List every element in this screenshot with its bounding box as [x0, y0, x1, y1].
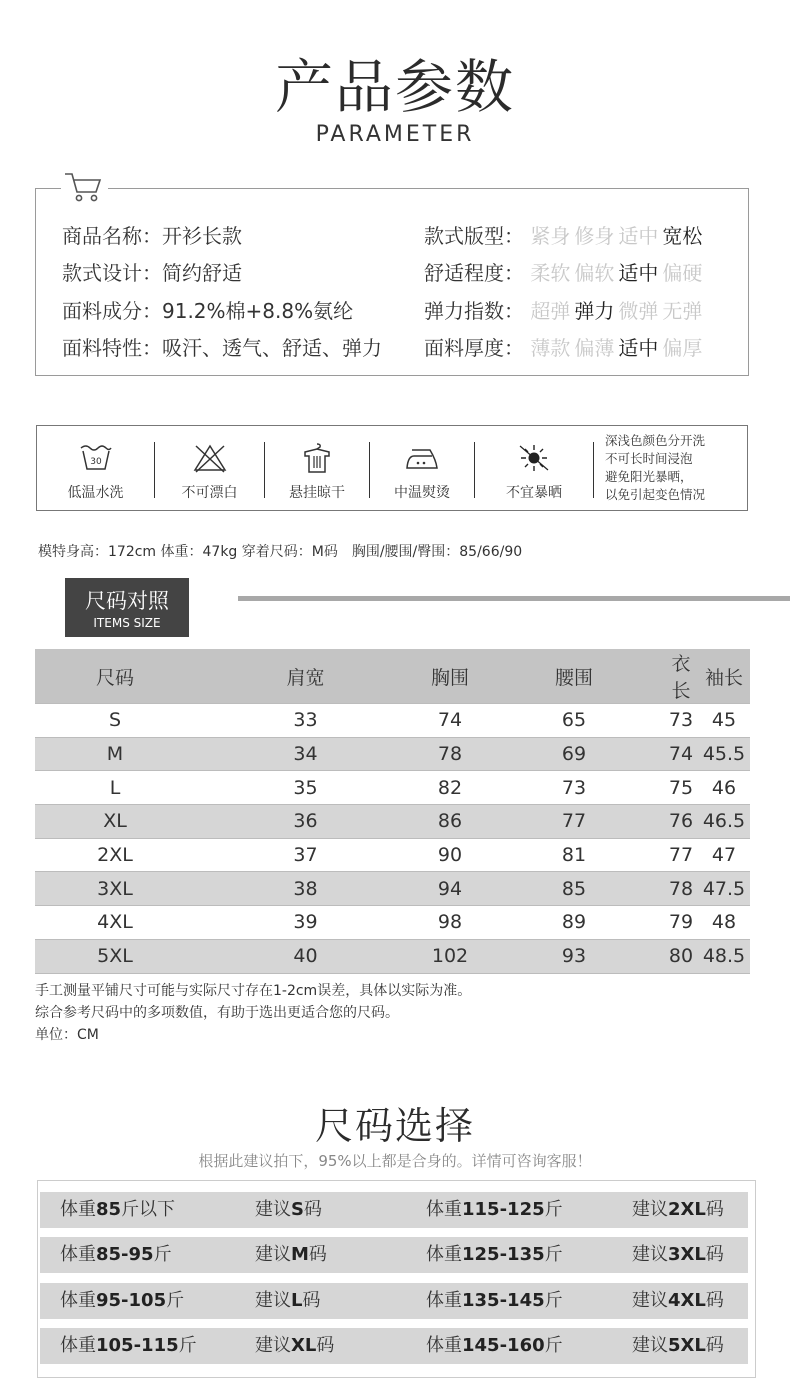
size-suggestion	[632, 1283, 724, 1319]
table-cell: 69	[561, 743, 587, 766]
table-cell: 36	[293, 810, 318, 833]
fit-option: 适中	[618, 224, 659, 248]
info-row-fit	[424, 220, 706, 249]
size-suggestion	[632, 1192, 724, 1228]
table-cell: 74	[668, 743, 694, 766]
table-row	[35, 939, 750, 973]
table-cell: 4XL	[97, 911, 133, 934]
size-suggestion-part: 4XL	[668, 1290, 706, 1311]
info-box-top-border	[108, 188, 749, 189]
size-suggestion	[632, 1328, 724, 1364]
low-temp-wash-icon	[78, 442, 114, 474]
fit-option: 紧身	[530, 224, 571, 248]
weight-range-part: 体重	[60, 1290, 96, 1311]
size-suggestion-part: 码	[302, 1290, 321, 1311]
table-cell: 78	[437, 743, 463, 766]
thickness-option: 偏厚	[662, 336, 703, 360]
table-cell: 33	[293, 709, 318, 732]
info-label: 舒适程度：	[424, 261, 524, 285]
size-select-row	[40, 1283, 748, 1319]
table-cell: 45.5	[702, 743, 746, 766]
care-divider	[593, 442, 594, 498]
size-suggestion-part: 码	[705, 1244, 724, 1265]
info-value: 吸汗、透气、舒适、弹力	[162, 336, 382, 360]
size-select-subtitle: 根据此建议拍下，95%以上都是合身的。详情可咨询客服！	[198, 1152, 592, 1170]
care-note	[605, 432, 745, 504]
info-value: 开衫长款	[162, 224, 242, 248]
comfort-option: 适中	[618, 261, 659, 285]
thickness-option: 适中	[618, 336, 659, 360]
table-row	[35, 737, 750, 771]
size-select-row	[40, 1192, 748, 1228]
size-suggestion-part: 建议	[255, 1335, 291, 1356]
table-cell: 35	[293, 776, 318, 799]
weight-range	[426, 1283, 563, 1319]
info-row-elasticity	[424, 295, 706, 324]
care-item	[265, 426, 369, 510]
info-label: 面料成分：	[62, 299, 162, 323]
size-tag-subtitle: ITEMS SIZE	[93, 616, 161, 630]
care-item	[37, 426, 154, 510]
table-cell: 77	[561, 810, 587, 833]
table-cell: 79	[668, 911, 694, 934]
size-suggestion-part: 建议	[632, 1199, 668, 1220]
info-box-top-border	[35, 188, 61, 189]
table-cell: 65	[561, 709, 587, 732]
weight-range-part: 115-125	[462, 1199, 545, 1220]
size-suggestion-part: 5XL	[668, 1335, 706, 1356]
table-row	[35, 872, 750, 906]
weight-range-part: 105-115	[96, 1335, 179, 1356]
size-suggestion-part: 码	[303, 1199, 322, 1220]
table-cell: S	[108, 709, 122, 732]
info-label: 面料厚度：	[424, 336, 524, 360]
table-header: 尺码	[95, 666, 134, 689]
size-suggestion-part: 2XL	[668, 1199, 706, 1220]
care-item	[155, 426, 264, 510]
size-suggestion-part: L	[291, 1290, 303, 1311]
size-suggestion-part: 码	[705, 1290, 724, 1311]
info-row-design	[62, 257, 242, 286]
size-table	[35, 649, 750, 974]
table-row	[35, 906, 750, 940]
table-header-row	[35, 649, 750, 704]
size-suggestion	[255, 1283, 320, 1319]
table-row	[35, 805, 750, 839]
info-label: 款式设计：	[62, 261, 162, 285]
info-label: 款式版型：	[424, 224, 524, 248]
size-select-row	[40, 1328, 748, 1364]
table-cell: 38	[293, 877, 318, 900]
table-cell: 40	[293, 945, 318, 968]
weight-range-part: 体重	[60, 1244, 96, 1265]
care-label: 悬挂晾干	[289, 485, 345, 501]
comfort-option: 柔软	[530, 261, 571, 285]
weight-range-part: 斤	[153, 1244, 172, 1265]
table-cell: 75	[668, 776, 694, 799]
table-cell: 48	[711, 911, 737, 934]
table-header: 腰围	[554, 666, 593, 689]
care-note-line: 不可长时间浸泡	[605, 451, 693, 466]
table-cell: 90	[437, 844, 463, 867]
weight-range	[60, 1237, 172, 1273]
note-line: 单位：CM	[35, 1027, 99, 1043]
section-divider	[238, 596, 790, 601]
table-row	[35, 704, 750, 738]
weight-range-part: 体重	[60, 1199, 96, 1220]
weight-range-part: 体重	[426, 1244, 462, 1265]
weight-range	[60, 1283, 184, 1319]
weight-range-part: 145-160	[462, 1335, 545, 1356]
size-suggestion-part: 建议	[632, 1335, 668, 1356]
no-sun-icon	[516, 442, 552, 474]
table-cell: 98	[437, 911, 463, 934]
size-suggestion	[255, 1237, 327, 1273]
table-cell: L	[109, 776, 121, 799]
table-cell: 80	[668, 945, 694, 968]
svg-text:30: 30	[89, 457, 102, 467]
weight-range-part: 体重	[426, 1290, 462, 1311]
care-item	[370, 426, 474, 510]
page-title: 产品参数	[274, 53, 515, 121]
table-cell: 39	[293, 911, 318, 934]
care-label: 中温熨烫	[394, 485, 450, 501]
table-cell: 73	[561, 776, 587, 799]
table-row	[35, 838, 750, 872]
weight-range-part: 85-95	[96, 1244, 154, 1265]
table-cell: 37	[293, 844, 318, 867]
info-value: 91.2%棉+8.8%氨纶	[162, 299, 354, 323]
table-cell: 76	[668, 810, 694, 833]
table-header: 胸围	[430, 666, 469, 689]
weight-range-part: 斤	[166, 1290, 185, 1311]
size-tag-title: 尺码对照	[85, 589, 169, 613]
care-label: 不宜暴晒	[506, 485, 562, 501]
table-cell: 47.5	[702, 877, 746, 900]
table-cell: 74	[437, 709, 463, 732]
weight-range-part: 95-105	[96, 1290, 167, 1311]
table-cell: 78	[668, 877, 694, 900]
note-line: 综合参考尺码中的多项数值，有助于选出更适合您的尺码。	[35, 1005, 399, 1021]
fit-option: 修身	[574, 224, 615, 248]
weight-range-part: 斤	[544, 1335, 563, 1356]
thickness-option: 薄款	[530, 336, 571, 360]
weight-range-part: 体重	[426, 1199, 462, 1220]
weight-range-part: 斤	[544, 1199, 563, 1220]
size-suggestion-part: 建议	[255, 1290, 291, 1311]
page-subtitle: PARAMETER	[315, 122, 475, 147]
table-cell: XL	[103, 810, 127, 833]
info-row-thickness	[424, 332, 706, 361]
table-cell: 46	[711, 776, 737, 799]
table-cell: 46.5	[702, 810, 746, 833]
comfort-option: 偏软	[574, 261, 615, 285]
size-suggestion-part: 码	[316, 1335, 335, 1356]
size-suggestion-part: S	[291, 1199, 304, 1220]
size-suggestion	[255, 1192, 322, 1228]
care-note-line: 深浅色颜色分开洗	[605, 433, 706, 448]
table-cell: 73	[668, 709, 694, 732]
model-info: 模特身高：172cm 体重：47kg 穿着尺码：M码 胸围/腰围/臀围：85/66/90	[38, 544, 523, 560]
weight-range	[426, 1192, 563, 1228]
table-cell: 5XL	[97, 945, 133, 968]
care-label: 不可漂白	[181, 485, 238, 501]
table-cell: 102	[431, 945, 469, 968]
care-label: 低温水洗	[67, 485, 124, 501]
table-header: 衣长	[671, 653, 691, 702]
table-cell: 77	[668, 844, 694, 867]
medium-iron-icon	[404, 442, 440, 474]
weight-range-part: 斤以下	[121, 1199, 176, 1220]
size-suggestion-part: 码	[705, 1335, 724, 1356]
table-cell: 45	[711, 709, 737, 732]
weight-range-part: 体重	[426, 1335, 462, 1356]
care-note-line: 避免阳光暴晒，	[605, 469, 693, 484]
note-line: 手工测量平铺尺寸可能与实际尺寸存在1-2cm误差，具体以实际为准。	[35, 983, 472, 999]
info-row-name	[62, 220, 242, 249]
weight-range	[60, 1192, 175, 1228]
table-cell: 2XL	[97, 844, 133, 867]
shopping-cart-icon	[63, 170, 103, 204]
weight-range-part: 135-145	[462, 1290, 545, 1311]
elasticity-option: 无弹	[662, 299, 703, 323]
info-label: 弹力指数：	[424, 299, 524, 323]
table-cell: 82	[437, 776, 463, 799]
care-note-line: 以免引起变色情况	[605, 487, 706, 502]
table-cell: 3XL	[97, 877, 133, 900]
weight-range	[426, 1237, 563, 1273]
weight-range	[426, 1328, 563, 1364]
weight-range-part: 斤	[544, 1244, 563, 1265]
comfort-option: 偏硬	[662, 261, 703, 285]
info-row-comfort	[424, 257, 706, 286]
info-row-feature	[62, 332, 382, 361]
weight-range-part: 125-135	[462, 1244, 545, 1265]
size-suggestion-part: 3XL	[668, 1244, 706, 1265]
table-header: 肩宽	[286, 666, 325, 689]
measurement-notes	[35, 980, 471, 1046]
info-row-material	[62, 295, 353, 324]
no-bleach-icon	[192, 442, 228, 474]
elasticity-option: 弹力	[574, 299, 615, 323]
table-cell: 94	[437, 877, 463, 900]
size-suggestion-part: 建议	[632, 1290, 668, 1311]
table-cell: M	[106, 743, 124, 766]
weight-range-part: 85	[96, 1199, 122, 1220]
table-cell: 81	[561, 844, 587, 867]
hang-dry-icon	[299, 442, 335, 474]
size-suggestion	[632, 1237, 724, 1273]
table-header: 袖长	[704, 666, 743, 689]
info-value: 简约舒适	[162, 261, 242, 285]
table-cell: 85	[561, 877, 587, 900]
weight-range-part: 体重	[60, 1335, 96, 1356]
table-cell: 86	[437, 810, 463, 833]
weight-range	[60, 1328, 197, 1364]
elasticity-option: 超弹	[530, 299, 571, 323]
table-cell: 34	[293, 743, 318, 766]
size-select-row	[40, 1237, 748, 1273]
fit-option: 宽松	[662, 224, 703, 248]
info-label: 商品名称：	[62, 224, 162, 248]
table-cell: 48.5	[702, 945, 746, 968]
care-item	[475, 426, 593, 510]
table-cell: 89	[561, 911, 587, 934]
size-suggestion-part: 码	[308, 1244, 327, 1265]
weight-range-part: 斤	[178, 1335, 197, 1356]
table-row	[35, 771, 750, 805]
size-suggestion	[255, 1328, 334, 1364]
size-suggestion-part: 建议	[255, 1244, 291, 1265]
thickness-option: 偏薄	[574, 336, 615, 360]
size-suggestion-part: 建议	[255, 1199, 291, 1220]
size-suggestion-part: M	[291, 1244, 309, 1265]
elasticity-option: 微弹	[618, 299, 659, 323]
info-label: 面料特性：	[62, 336, 162, 360]
size-chart-tag	[65, 578, 189, 637]
weight-range-part: 斤	[544, 1290, 563, 1311]
size-suggestion-part: XL	[291, 1335, 317, 1356]
size-suggestion-part: 建议	[632, 1244, 668, 1265]
size-suggestion-part: 码	[705, 1199, 724, 1220]
table-cell: 47	[711, 844, 737, 867]
table-cell: 93	[561, 945, 587, 968]
size-select-title: 尺码选择	[314, 1104, 475, 1148]
